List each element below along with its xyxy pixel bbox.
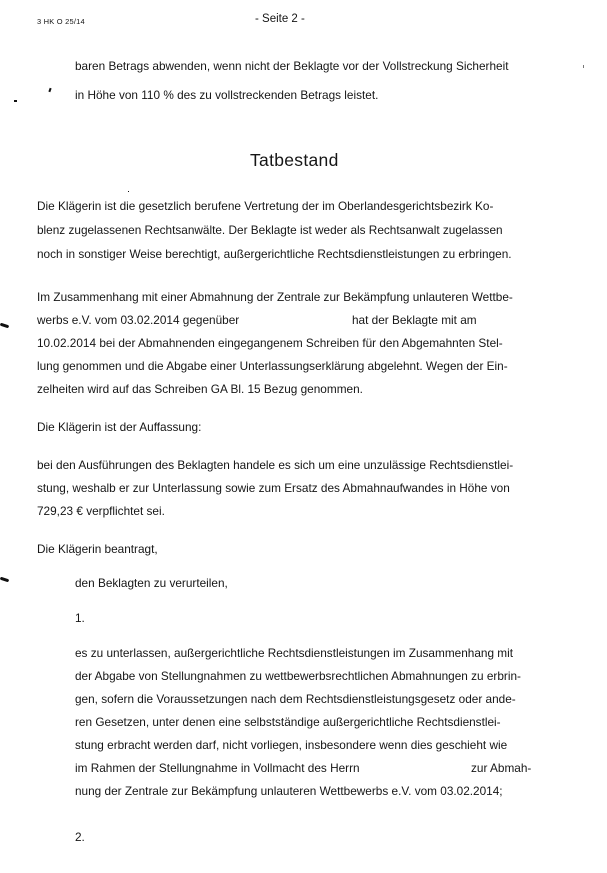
para2-line-3: 10.02.2014 bei der Abmahnenden eingegangenem Schreiben für den Abgemahnten Stel- bbox=[37, 336, 503, 350]
para4-line-2: stung, weshalb er zur Unterlassung sowie zum Ersatz des Abmahnaufwandes in Höhe von bbox=[37, 481, 510, 495]
indent-line: den Beklagten zu verurteilen, bbox=[75, 576, 228, 590]
intro-line-1: baren Betrags abwenden, wenn nicht der Beklagte vor der Vollstreckung Sicherheit bbox=[75, 59, 509, 73]
item1-line-6-left: im Rahmen der Stellungnahme in Vollmacht des Herrn bbox=[75, 761, 360, 775]
case-reference: 3 HK O 25/14 bbox=[37, 17, 85, 26]
para2-line-1: Im Zusammenhang mit einer Abmahnung der Zentrale zur Bekämpfung unlauteren Wettbe- bbox=[37, 290, 513, 304]
para2-line-4: lung genommen und die Abgabe einer Unterlassungserklärung abgelehnt. Wegen der Ein- bbox=[37, 359, 508, 373]
item2-number: 2. bbox=[75, 830, 85, 844]
para1-line-1: Die Klägerin ist die gesetzlich berufene Vertretung der im Oberlandesgerichtsbezirk Ko- bbox=[37, 199, 494, 213]
intro-line-2: in Höhe von 110 % des zu vollstreckenden Betrags leistet. bbox=[75, 88, 379, 102]
para1-line-3: noch in sonstiger Weise berechtigt, außergerichtliche Rechtsdienstleistungen zu erbringen. bbox=[37, 247, 512, 261]
para5: Die Klägerin beantragt, bbox=[37, 542, 158, 556]
item1-line-2: der Abgabe von Stellungnahmen zu wettbewerbsrechtlichen Abmahnungen zu erbrin- bbox=[75, 669, 521, 683]
scan-dot bbox=[583, 65, 584, 68]
para3: Die Klägerin ist der Auffassung: bbox=[37, 420, 202, 434]
para4-line-3: 729,23 € verpflichtet sei. bbox=[37, 504, 165, 518]
binding-mark bbox=[0, 577, 9, 583]
para2-line-2-right: hat der Beklagte mit am bbox=[352, 313, 477, 327]
item1-line-4: ren Gesetzen, unter denen eine selbstständige außergerichtliche Rechtsdienstlei- bbox=[75, 715, 501, 729]
binding-mark bbox=[0, 323, 9, 329]
scan-dot bbox=[48, 88, 51, 92]
scan-dot bbox=[14, 100, 17, 102]
scan-dot bbox=[128, 191, 129, 192]
para2-line-5: zelheiten wird auf das Schreiben GA Bl. 15 Bezug genommen. bbox=[37, 382, 363, 396]
section-heading: Tatbestand bbox=[250, 150, 339, 170]
item1-line-7: nung der Zentrale zur Bekämpfung unlauteren Wettbewerbs e.V. vom 03.02.2014; bbox=[75, 784, 503, 798]
para2-line-2-left: werbs e.V. vom 03.02.2014 gegenüber bbox=[37, 313, 240, 327]
item1-line-5: stung erbracht werden darf, nicht vorliegen, insbesondere wenn dies geschieht wie bbox=[75, 738, 508, 752]
item1-number: 1. bbox=[75, 611, 85, 625]
para1-line-2: blenz zugelassenen Rechtsanwälte. Der Beklagte ist weder als Rechtsanwalt zugelassen bbox=[37, 223, 503, 237]
page-number: - Seite 2 - bbox=[255, 13, 305, 25]
item1-line-3: gen, sofern die Voraussetzungen nach dem Rechtsdienstleistungsgesetz oder ande- bbox=[75, 692, 516, 706]
item1-line-1: es zu unterlassen, außergerichtliche Rechtsdienstleistungen im Zusammenhang mit bbox=[75, 646, 514, 660]
para4-line-1: bei den Ausführungen des Beklagten handele es sich um eine unzulässige Rechtsdienstlei- bbox=[37, 458, 514, 472]
item1-line-6-right: zur Abmah- bbox=[471, 761, 532, 775]
